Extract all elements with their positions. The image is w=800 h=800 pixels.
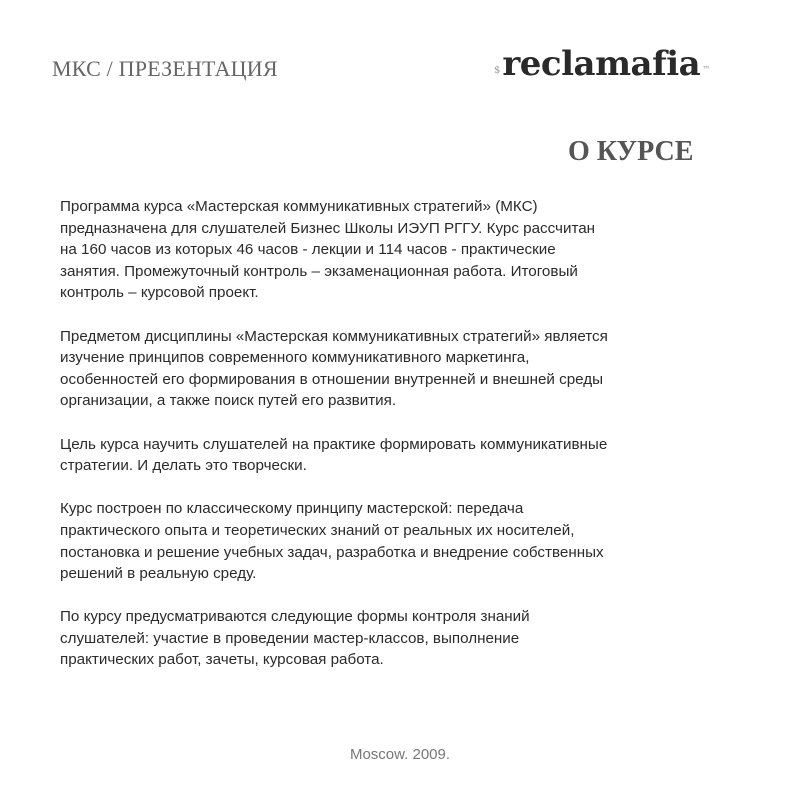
course-description xyxy=(60,196,720,693)
footer-location-year: Moscow. 2009. xyxy=(349,746,451,763)
trademark-icon: ™ xyxy=(702,65,711,74)
reclamafia-logo xyxy=(494,44,710,84)
paragraph-assessment: По курсу предусматриваются следующие формы контроля знаний слушателей: участие в проведении мастер-классов, выполнение практических работ, зачеты, курсовая работа. xyxy=(60,608,530,669)
presentation-header: МКС / ПРЕЗЕНТАЦИЯ xyxy=(52,56,278,81)
section-title: О КУРСЕ xyxy=(568,136,694,167)
logo-wordmark: reclamafia xyxy=(502,44,701,84)
paragraph-subject: Предметом дисциплины «Мастерская коммуникативных стратегий» является изучение принципов современного коммуникативного маркетинга, особенностей его формирования в отношении внутренней и внешней среды организации, а также поиск путей его развития. xyxy=(60,327,608,410)
logo-mark-icon: $ xyxy=(494,65,501,76)
paragraph-structure: Курс построен по классическому принципу мастерской: передача практического опыта и теоретических знаний от реальных их носителей, постановка и решение учебных задач, разработка и внедрение собственных решений в реальную среду. xyxy=(60,500,604,583)
paragraph-goal: Цель курса научить слушателей на практике формировать коммуникативные стратегии. И делать это творчески. xyxy=(60,435,608,475)
paragraph-program: Программа курса «Мастерская коммуникативных стратегий» (МКС) предназначена для слушателей Бизнес Школы ИЭУП РГГУ. Курс рассчитан на 160 часов из которых 46 часов - лекции и 114 часов - практические занятия. Промежуточный контроль – экзаменационная работа. Итоговый контроль – курсовой проект. xyxy=(60,198,596,302)
